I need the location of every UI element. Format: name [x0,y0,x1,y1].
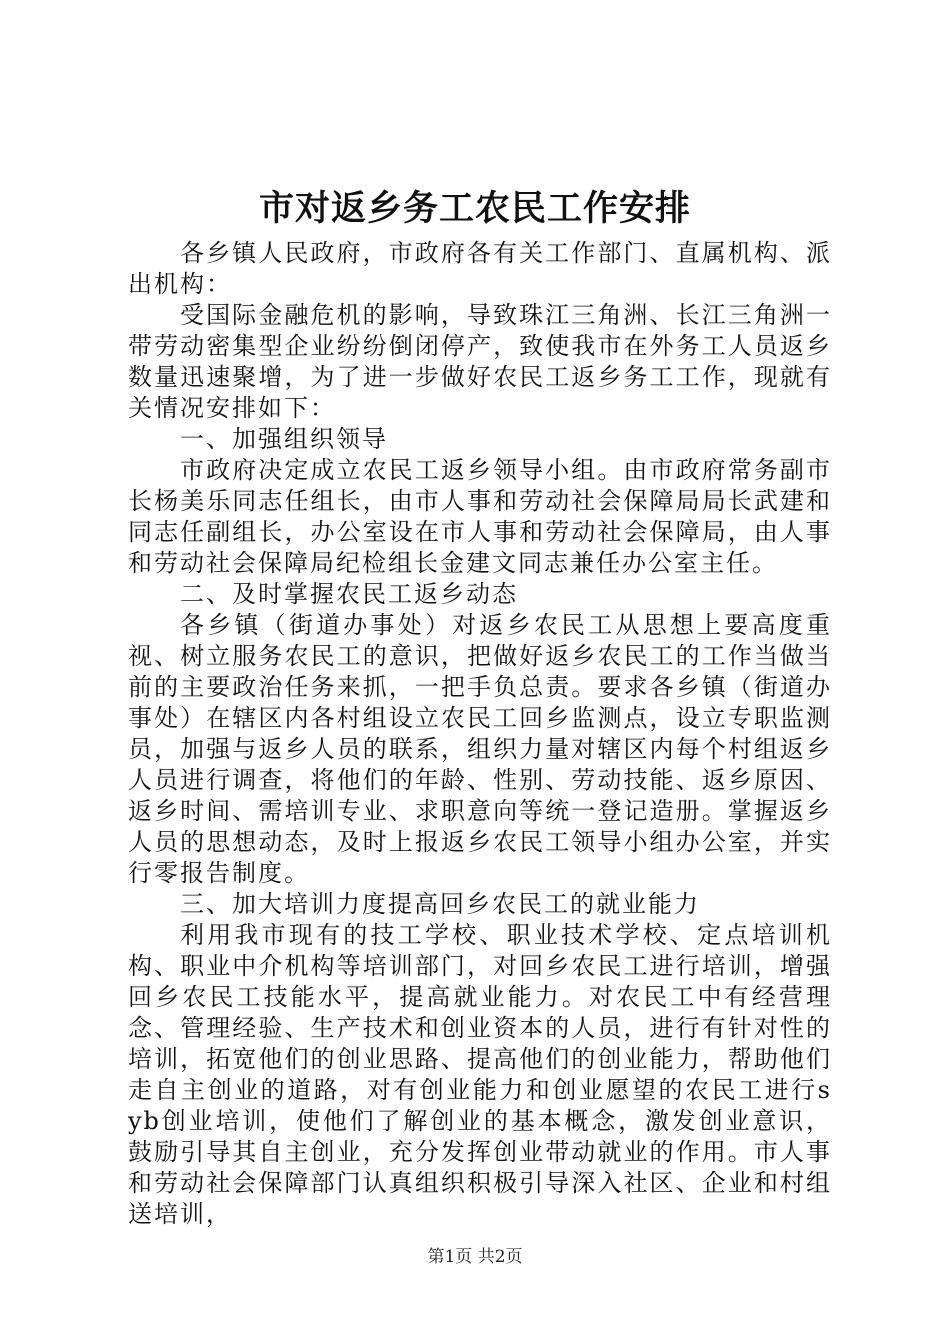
document-title: 市对返乡务工农民工作安排 [258,188,691,229]
section-heading-1: 一、加强组织领导 [180,425,388,453]
page-number-footer: 第1页 共2页 [427,1247,523,1267]
document-body [128,238,832,1230]
salutation-paragraph: 各乡镇人民政府，市政府各有关工作部门、直属机构、派出机构： [128,239,832,298]
section-body-2: 各乡镇（街道办事处）对返乡农民工从思想上要高度重视、树立服务农民工的意识，把做好返乡农民工的工作当做当前的主要政治任务来抓，一把手负总责。要求各乡镇（街道办事处）在辖区内各村组设立农民工回乡监测点，设立专职监测员，加强与返乡人员的联系，组织力量对辖区内每个村组返乡人员进行调查，将他们的年龄、性别、劳动技能、返乡原因、返乡时间、需培训专业、求职意向等统一登记造册。掌握返乡人员的思想动态，及时上报返乡农民工领导小组办公室，并实行零报告制度。 [128,611,832,887]
intro-paragraph: 受国际金融危机的影响，导致珠江三角洲、长江三角洲一带劳动密集型企业纷纷倒闭停产，致使我市在外务工人员返乡数量迅速聚增，为了进一步做好农民工返乡务工工作，现就有关情况安排如下： [128,301,832,422]
section-heading-2: 二、及时掌握农民工返乡动态 [180,580,518,608]
section-body-3: 利用我市现有的技工学校、职业技术学校、定点培训机构、职业中介机构等培训部门，对回乡农民工进行培训，增强回乡农民工技能水平，提高就业能力。对农民工中有经营理念、管理经验、生产技术和创业资本的人员，进行有针对性的培训，拓宽他们的创业思路、提高他们的创业能力，帮助他们走自主创业的道路，对有创业能力和创业愿望的农民工进行syb创业培训，使他们了解创业的基本概念，激发创业意识，鼓励引导其自主创业，充分发挥创业带动就业的作用。市人事和劳动社会保障部门认真组织积极引导深入社区、企业和村组送培训， [128,921,832,1228]
section-body-1: 市政府决定成立农民工返乡领导小组。由市政府常务副市长杨美乐同志任组长，由市人事和劳动社会保障局局长武建和同志任副组长，办公室设在市人事和劳动社会保障局，由人事和劳动社会保障局纪检组长金建文同志兼任办公室主任。 [128,456,832,577]
section-heading-3: 三、加大培训力度提高回乡农民工的就业能力 [180,890,700,918]
